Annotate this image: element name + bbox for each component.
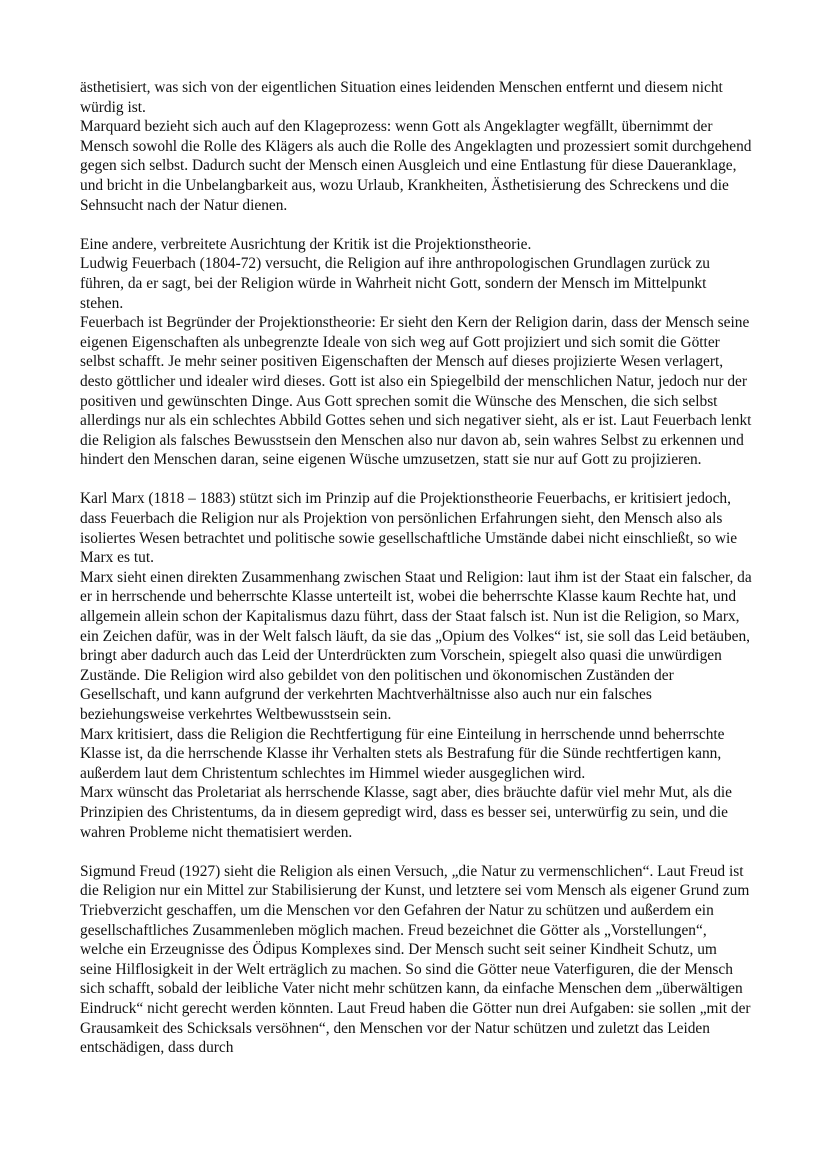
paragraph-freud: Sigmund Freud (1927) sieht die Religion als einen Versuch, „die Natur zu vermenschlichen“. Laut Freud ist die Religion nur ein Mittel zur Stabilisierung der Kunst, und letztere sei vom Mensch als eigener Grund zum Triebverzicht geschaffen, um die Menschen vor den Gefahren der Natur zu schützen und außerdem ein gesellschaftliches Zusammenleben möglich machen. Freud bezeichnet die Götter als „Vorstellungen“, welche ein Erzeugnisse des Ödipus Komplexes sind. Der Mensch sucht seit seiner Kindheit Schutz, um seine Hilflosigkeit in der Welt erträglich zu machen. So sind die Götter neue Vaterfiguren, die der Mensch sich schafft, sobald der leibliche Vater nicht mehr schützen kann, da einfache Menschen dem „überwältigen Eindruck“ nicht gerecht werden könnten. Laut Freud haben die Götter nun drei Aufgaben: sie sollen „mit der Grausamkeit des Schicksals versöhnen“, den Menschen vor der Natur schützen und zuletzt das Leiden entschädigen, dass durch [80,862,751,1057]
paragraph-marx-proletariat: Marx wünscht das Proletariat als herrschende Klasse, sagt aber, dies bräuchte dafür viel mehr Mut, als die Prinzipien des Christentums, da in diesem gepredigt wird, dass es besser sei, unterwürfig zu sein, und die wahren Probleme nicht thematisiert werden. [80,784,732,841]
paragraph-marx-intro: Karl Marx (1818 – 1883) stützt sich im Prinzip auf die Projektionstheorie Feuerbachs, er kritisiert jedoch, dass Feuerbach die Religion nur als Projektion von persönlichen Erfahrungen sieht, den Mensch also als isoliertes Wesen betrachtet und politische sowie gesellschaftliche Umstände dabei nicht einschließt, so wie Marx es tut. [80,490,738,567]
paragraph-feuerbach-projektion: Feuerbach ist Begründer der Projektionstheorie: Er sieht den Kern der Religion darin, dass der Mensch seine eigenen Eigenschaften als unbegrenzte Ideale von sich weg auf Gott projiziert und sich somit die Götter selbst schafft. Je mehr seiner positiven Eigenschaften der Mensch auf dieses projizierte Wesen verlagert, desto göttlicher und idealer wird dieses. Gott ist also ein Spiegelbild der menschlichen Natur, jedoch nur der positiven und gewünschten Dinge. Aus Gott sprechen somit die Wünsche des Menschen, die sich selbst allerdings nur als ein schlechtes Abbild Gottes sehen und sich negativer sieht, als er ist. Laut Feuerbach lenkt die Religion als falsches Bewusstsein den Menschen also nur davon ab, sein wahres Selbst zu erkennen und hindert den Menschen daran, seine eigenen Wüsche umzusetzen, statt sie nur auf Gott zu projizieren. [80,314,752,469]
paragraph-feuerbach-intro: Ludwig Feuerbach (1804-72) versucht, die Religion auf ihre anthropologischen Grundlagen zurück zu führen, da er sagt, bei der Religion würde in Wahrheit nicht Gott, sondern der Mensch im Mittelpunkt stehen. [80,255,710,312]
paragraph-marx-kritik: Marx kritisiert, dass die Religion die Rechtfertigung für eine Einteilung in herrschende unnd beherrschte Klasse ist, da die herrschende Klasse ihr Verhalten stets als Bestrafung für die Sünde rechtfertigen kann, außerdem laut dem Christentum schlechtes im Himmel wieder ausgeglichen wird. [80,725,725,782]
paragraph-aesthetisiert: ästhetisiert, was sich von der eigentlichen Situation eines leidenden Menschen entfernt und diesem nicht würdig ist. [80,79,723,116]
document-page [80,78,752,1058]
paragraph-marquard-klageprozess: Marquard bezieht sich auch auf den Klageprozess: wenn Gott als Angeklagter wegfällt, übernimmt der Mensch sowohl die Rolle des Klägers als auch die Rolle des Angeklagten und prozessiert somit durchgehend gegen sich selbst. Dadurch sucht der Mensch einen Ausgleich und eine Entlastung für diese Daueranklage, und bricht in die Unbelangbarkeit aus, wozu Urlaub, Krankheiten, Ästhetisierung des Schreckens und die Sehnsucht nach der Natur dienen. [80,118,752,214]
paragraph-projektionstheorie-intro: Eine andere, verbreitete Ausrichtung der Kritik ist die Projektionstheorie. [80,235,532,253]
paragraph-marx-staat: Marx sieht einen direkten Zusammenhang zwischen Staat und Religion: laut ihm ist der Staat ein falscher, da er in herrschende und beherrschte Klasse unterteilt ist, wobei die beherrschte Klasse kaum Rechte hat, und allgemein allein schon der Kapitalismus dazu führt, dass der Staat falsch ist. Nun ist die Religion, so Marx, ein Zeichen dafür, was in der Welt falsch läuft, da sie das „Opium des Volkes“ ist, sie soll das Leid betäuben, bringt aber dadurch auch das Leid der Unterdrückten zum Vorschein, spiegelt also quasi die unwürdigen Zustände. Die Religion wird also gebildet von den politischen und ökonomischen Zuständen der Gesellschaft, und kann aufgrund der verkehrten Machtverhältnisse also auch nur ein falsches beziehungsweise verkehrtes Weltbewusstsein sein. [80,568,752,723]
